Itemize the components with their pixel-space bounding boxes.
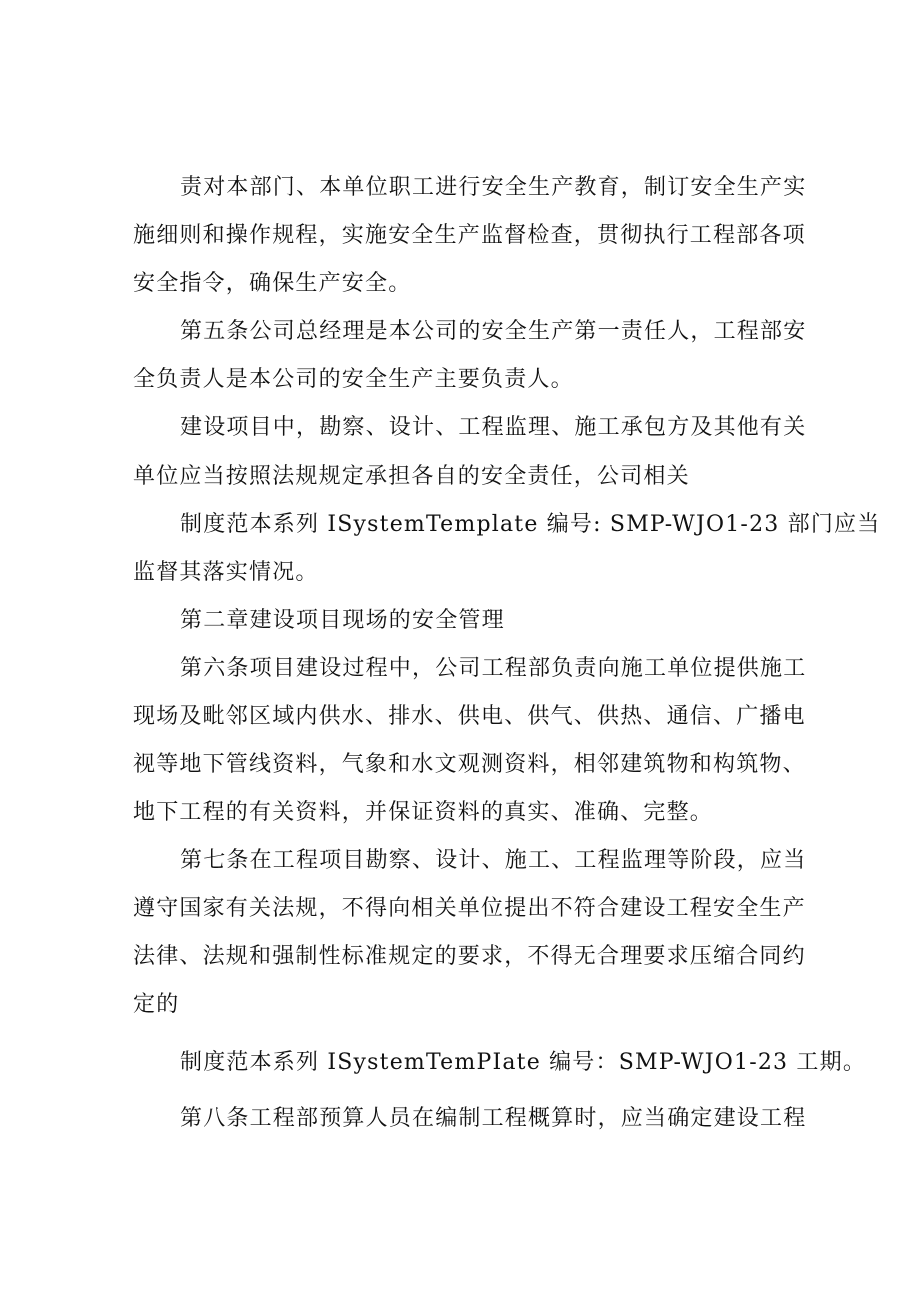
text-line: 第五条公司总经理是本公司的安全生产第一责任人，工程部安 xyxy=(180,319,807,344)
text-line: 遵守国家有关法规，不得向相关单位提出不符合建设工程安全生产 xyxy=(133,896,806,921)
text-line: 法律、法规和强制性标准规定的要求，不得无合理要求压缩合同约 xyxy=(133,944,806,969)
chapter-heading: 第二章建设项目现场的安全管理 xyxy=(180,608,505,633)
text-line: 安全指令，确保生产安全。 xyxy=(133,271,412,296)
template-footer-line: 制度范本系列 ISystemTemPIate 编号：SMP-WJO1-23 工期。 xyxy=(180,1050,867,1075)
template-footer-line: 制度范本系列 ISystemTemplate 编号: SMP-WJO1-23 部门应当 xyxy=(180,512,881,537)
text-line: 施细则和操作规程，实施安全生产监督检查，贯彻执行工程部各项 xyxy=(133,223,806,248)
text-line: 全负责人是本公司的安全生产主要负责人。 xyxy=(133,367,574,392)
text-line: 单位应当按照法规规定承担各自的安全责任，公司相关 xyxy=(133,464,690,489)
text-line: 第八条工程部预算人员在编制工程概算时，应当确定建设工程 xyxy=(180,1106,807,1131)
text-line: 定的 xyxy=(133,992,180,1017)
text-line: 监督其落实情况。 xyxy=(133,560,319,585)
text-line: 现场及毗邻区域内供水、排水、供电、供气、供热、通信、广播电 xyxy=(133,704,806,729)
text-line: 地下工程的有关资料，并保证资料的真实、准确、完整。 xyxy=(133,800,714,825)
text-line: 第七条在工程项目勘察、设计、施工、工程监理等阶段，应当 xyxy=(180,848,807,873)
text-line: 责对本部门、本单位职工进行安全生产教育，制订安全生产实 xyxy=(180,175,807,200)
text-line: 视等地下管线资料，气象和水文观测资料，相邻建筑物和构筑物、 xyxy=(133,752,806,777)
text-line: 建设项目中，勘察、设计、工程监理、施工承包方及其他有关 xyxy=(180,415,807,440)
text-line: 第六条项目建设过程中，公司工程部负责向施工单位提供施工 xyxy=(180,656,807,681)
